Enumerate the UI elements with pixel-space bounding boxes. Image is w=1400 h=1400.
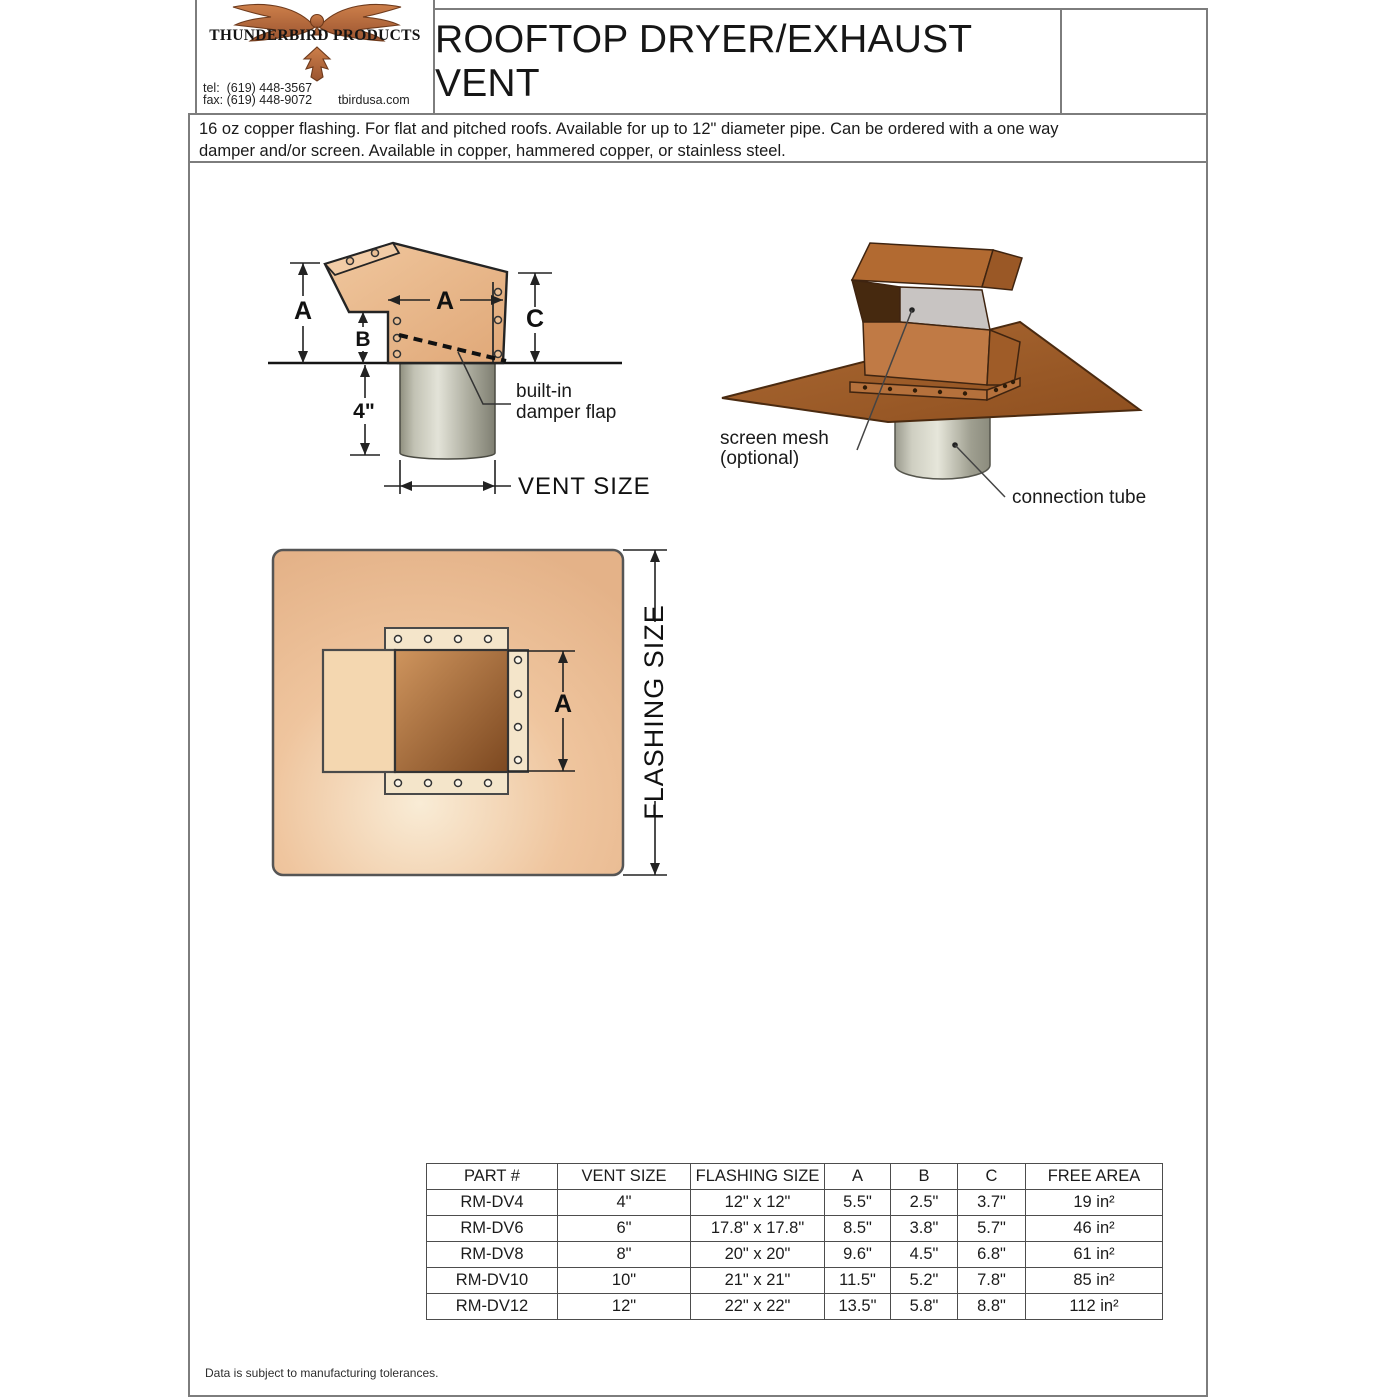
table-row (427, 1268, 1163, 1294)
table-header-row (427, 1164, 1163, 1190)
table-header-cell: B (891, 1164, 958, 1190)
table-cell: 22" x 22" (691, 1294, 825, 1320)
arrowhead (483, 481, 495, 491)
table-cell: 6.8" (958, 1242, 1026, 1268)
table-cell: 3.7" (958, 1190, 1026, 1216)
table-cell: 5.8" (891, 1294, 958, 1320)
table-cell: 5.7" (958, 1216, 1026, 1242)
table-header-cell: C (958, 1164, 1026, 1190)
box-front-face (863, 322, 990, 385)
table-header-cell: FREE AREA (1026, 1164, 1163, 1190)
table-cell: 8.5" (825, 1216, 891, 1242)
description-line-2: damper and/or screen. Available in copper, hammered copper, or stainless steel. (199, 141, 786, 160)
arrowhead (530, 273, 540, 285)
iso-view-diagram (700, 235, 1170, 525)
table-cell: 3.8" (891, 1216, 958, 1242)
top-view-diagram (265, 542, 675, 887)
company-name: THUNDERBIRD PRODUCTS (209, 27, 421, 44)
connection-tube-side (400, 363, 495, 459)
mesh-label-line2: (optional) (720, 448, 800, 469)
dim-label-a-top: A (553, 690, 573, 718)
mesh-label-line1: screen mesh (720, 428, 829, 449)
table-cell: 85 in² (1026, 1268, 1163, 1294)
damper-label-line1: built-in (516, 381, 572, 402)
contact-tel: tel: (619) 448-3567 (203, 81, 313, 95)
table-header-cell: A (825, 1164, 891, 1190)
damper-label-line2: damper flap (516, 402, 617, 423)
table-row (427, 1294, 1163, 1320)
table-cell: 4.5" (891, 1242, 958, 1268)
vent-size-label: VENT SIZE (518, 473, 651, 500)
table-row (427, 1216, 1163, 1242)
table-cell: RM-DV4 (427, 1190, 558, 1216)
arrowhead (650, 550, 660, 562)
company-logo-box (195, 0, 435, 115)
box-opening-shadow (852, 280, 900, 322)
table-cell: 7.8" (958, 1268, 1026, 1294)
table-cell: 21" x 21" (691, 1268, 825, 1294)
description-line-1: 16 oz copper flashing. For flat and pitched roofs. Available for up to 12" diameter pipe. Can be ordered with a one way (199, 120, 1059, 138)
tube-label: connection tube (1012, 487, 1147, 508)
arrowhead (358, 312, 368, 323)
footer-note: Data is subject to manufacturing tolerances. (205, 1366, 439, 1380)
description-box (188, 113, 1208, 163)
table-cell: RM-DV8 (427, 1242, 558, 1268)
table-row (427, 1242, 1163, 1268)
table-cell: 19 in² (1026, 1190, 1163, 1216)
arrowhead (360, 365, 370, 377)
arrowhead (400, 481, 412, 491)
arrowhead (298, 351, 308, 363)
vent-opening-square (395, 650, 508, 772)
table-cell: 46 in² (1026, 1216, 1163, 1242)
table-cell: 8" (558, 1242, 691, 1268)
hood-top-panel (323, 650, 395, 772)
table-cell: 13.5" (825, 1294, 891, 1320)
arrowhead (530, 351, 540, 363)
table-cell: 8.8" (958, 1294, 1026, 1320)
table-cell: RM-DV12 (427, 1294, 558, 1320)
table-header-cell: FLASHING SIZE (691, 1164, 825, 1190)
dim-label-pipe: 4" (353, 400, 375, 423)
side-view-diagram (260, 232, 660, 510)
dim-label-c: C (525, 305, 545, 333)
header-corner-box (1060, 8, 1208, 115)
contact-website: tbirdusa.com (338, 92, 410, 107)
table-cell: 20" x 20" (691, 1242, 825, 1268)
table-cell: 12" x 12" (691, 1190, 825, 1216)
table-cell: 6" (558, 1216, 691, 1242)
table-cell: 12" (558, 1294, 691, 1320)
flashing-size-label: FLASHING SIZE (639, 604, 669, 820)
table-cell: RM-DV10 (427, 1268, 558, 1294)
table-cell: 5.2" (891, 1268, 958, 1294)
table-cell: 17.8" x 17.8" (691, 1216, 825, 1242)
arrowhead (298, 263, 308, 275)
contact-fax: fax: (619) 448-9072 tbirdusa.com (203, 92, 410, 107)
table-cell: RM-DV6 (427, 1216, 558, 1242)
table-row (427, 1190, 1163, 1216)
page-title: ROOFTOP DRYER/EXHAUST VENT (435, 17, 972, 105)
table-cell: 9.6" (825, 1242, 891, 1268)
table-cell: 11.5" (825, 1268, 891, 1294)
table-cell: 2.5" (891, 1190, 958, 1216)
box-top-face (852, 243, 993, 287)
contact-info (203, 83, 410, 106)
table-header-cell: PART # (427, 1164, 558, 1190)
arrowhead (650, 863, 660, 875)
table-cell: 5.5" (825, 1190, 891, 1216)
table-cell: 61 in² (1026, 1242, 1163, 1268)
table-cell: 112 in² (1026, 1294, 1163, 1320)
arrowhead (360, 443, 370, 455)
spec-table (426, 1163, 1163, 1320)
table-cell: 10" (558, 1268, 691, 1294)
dim-vent-size (384, 460, 511, 494)
table-header-cell: VENT SIZE (558, 1164, 691, 1190)
table-cell: 4" (558, 1190, 691, 1216)
dim-label-a-left: A (293, 297, 313, 325)
dim-label-a-inner: A (435, 287, 455, 315)
title-box (433, 8, 1062, 115)
arrowhead (358, 352, 368, 363)
vent-box (850, 243, 1022, 400)
dim-label-b: B (355, 328, 371, 351)
